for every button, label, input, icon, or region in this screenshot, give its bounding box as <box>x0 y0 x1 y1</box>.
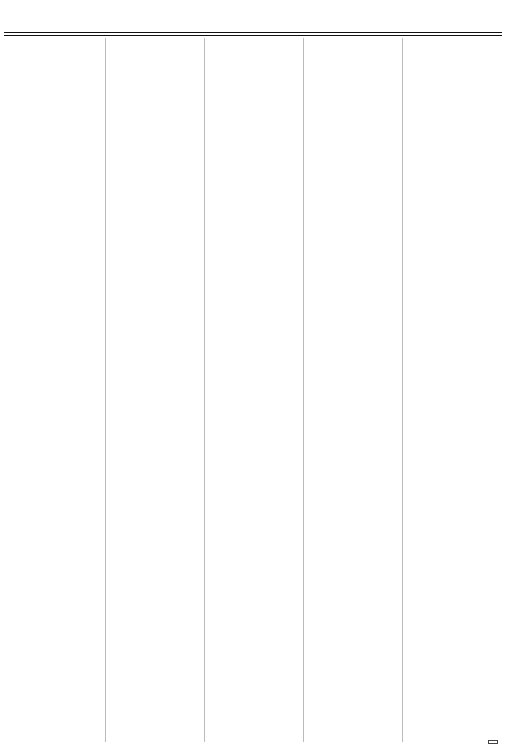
masthead <box>0 0 506 34</box>
column-divider <box>303 38 304 742</box>
text-column-5 <box>405 38 501 742</box>
continued-note <box>488 740 498 744</box>
column-divider <box>402 38 403 742</box>
text-column-4 <box>306 38 400 742</box>
masthead-rule-thin <box>4 35 502 36</box>
text-column-2 <box>108 38 202 742</box>
text-column-1 <box>5 38 103 742</box>
text-column-3 <box>207 38 301 742</box>
column-divider <box>105 38 106 742</box>
masthead-rule <box>4 32 502 33</box>
column-divider <box>204 38 205 742</box>
